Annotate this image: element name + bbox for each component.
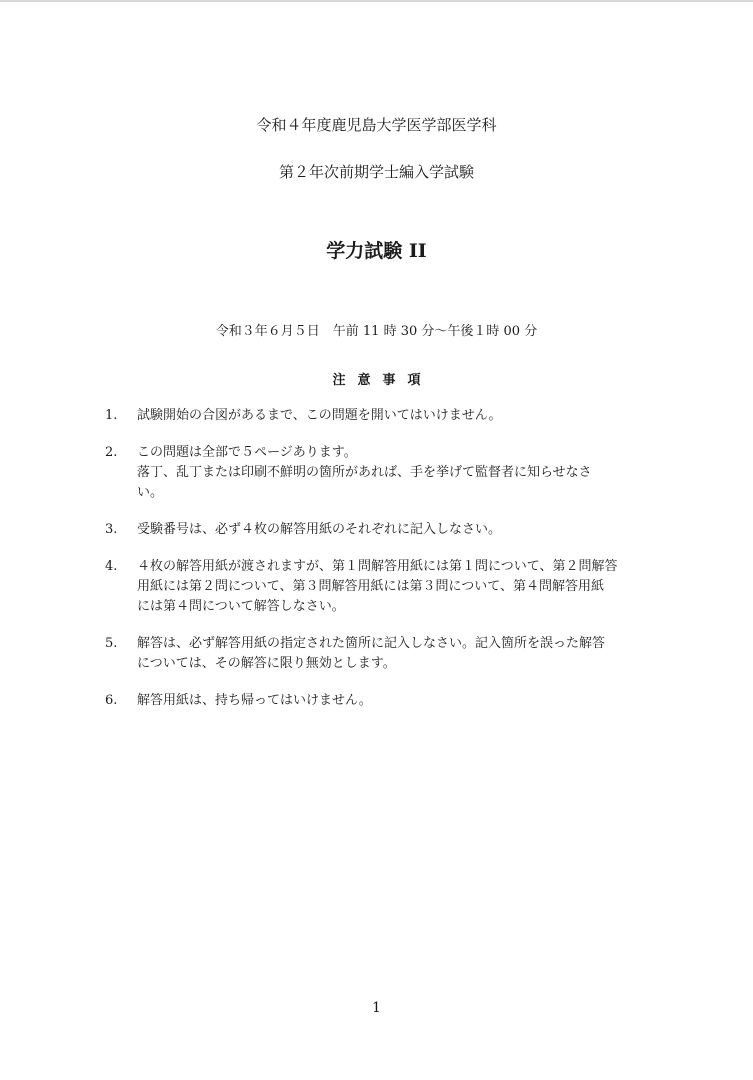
page-title: 学力試験 II [326,240,427,262]
note-number: 3. [105,522,118,537]
exam-header-university: 令和４年度鹿児島大学医学部医学科 [256,116,497,134]
note-item-1 [105,406,700,426]
note-item-4 [105,557,700,617]
page-number: 1 [372,1000,381,1016]
note-text: 落丁、乱丁または印刷不鮮明の箇所があれば、手を挙げて監督者に知らせなさ [137,465,592,480]
note-item-3 [105,520,700,540]
note-text: 試験開始の合図があるまで、この問題を開いてはいけません。 [137,408,502,423]
note-text: については、その解答に限り無効とします。 [137,656,396,671]
note-item-2 [105,443,700,503]
note-text: には第４問について解答しなさい。 [137,599,345,614]
note-text: ４枚の解答用紙が渡されますが、第１問解答用紙には第１問について、第２問解答 [137,559,618,574]
note-text: 用紙には第２問について、第３問解答用紙には第３問について、第４問解答用紙 [137,579,604,594]
note-number: 1. [105,408,118,423]
note-number: 6. [105,693,118,708]
notes-heading: 注意事項 [332,373,433,388]
note-text: 解答用紙は、持ち帰ってはいけません。 [137,693,372,708]
note-number: 5. [105,636,118,651]
note-text: この問題は全部で５ページあります。 [137,445,357,460]
page-edge [0,0,753,2]
note-item-6 [105,691,700,711]
note-number: 4. [105,559,118,574]
notes-list [105,406,700,728]
note-text: 解答は、必ず解答用紙の指定された箇所に記入しなさい。記入箇所を誤った解答 [137,636,606,651]
exam-header-type: 第２年次前期学士編入学試験 [278,163,474,181]
note-item-5 [105,634,700,674]
exam-datetime: 令和３年６月５日 午前 11 時 30 分～午後１時 00 分 [215,324,538,339]
note-number: 2. [105,445,118,460]
note-text: い。 [137,485,164,500]
note-text: 受験番号は、必ず４枚の解答用紙のそれぞれに記入しなさい。 [137,522,502,537]
